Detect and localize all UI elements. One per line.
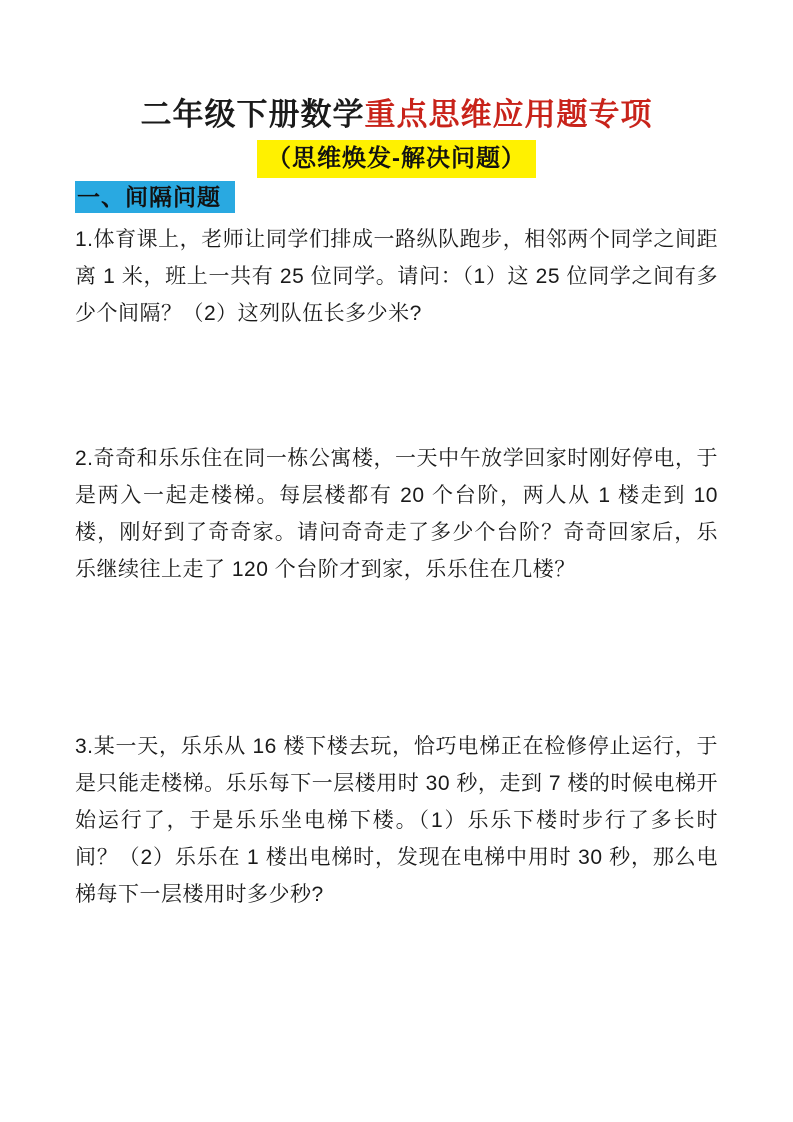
problem-1-text: 1.体育课上，老师让同学们排成一路纵队跑步，相邻两个同学之间距离 1 米，班上一共有 25 位同学。请问：（1）这 25 位同学之间有多少个间隔？（2）这列队伍长多少米? xyxy=(75,228,718,325)
section-header: 一、间隔问题 xyxy=(75,181,235,213)
problem-2-text: 2.奇奇和乐乐住在同一栋公寓楼，一天中午放学回家时刚好停电，于是两入一起走楼梯。每层楼都有 20 个台阶，两人从 1 楼走到 10 楼，刚好到了奇奇家。请问奇奇走了多少个台阶？奇奇回家后，乐乐继续往上走了 120 个台阶才到家，乐乐住在几楼？ xyxy=(75,447,718,581)
subtitle-highlight: （思维焕发-解决问题） xyxy=(257,140,536,178)
problem-3-text: 3.某一天，乐乐从 16 楼下楼去玩，恰巧电梯正在检修停止运行，于是只能走楼梯。乐乐每下一层楼用时 30 秒，走到 7 楼的时候电梯开始运行了，于是乐乐坐电梯下楼。（1）乐乐下楼时步行了多长时间？（2）乐乐在 1 楼出电梯时，发现在电梯中用时 30 秒，那么电梯每下一层楼用时多少秒? xyxy=(75,735,718,906)
section-row xyxy=(75,181,718,213)
page-title-black-part: 二年级下册数学 xyxy=(140,97,365,132)
page-title-red-part: 重点思维应用题专项 xyxy=(364,97,653,132)
subtitle-row xyxy=(75,140,718,178)
page-title xyxy=(75,96,718,134)
